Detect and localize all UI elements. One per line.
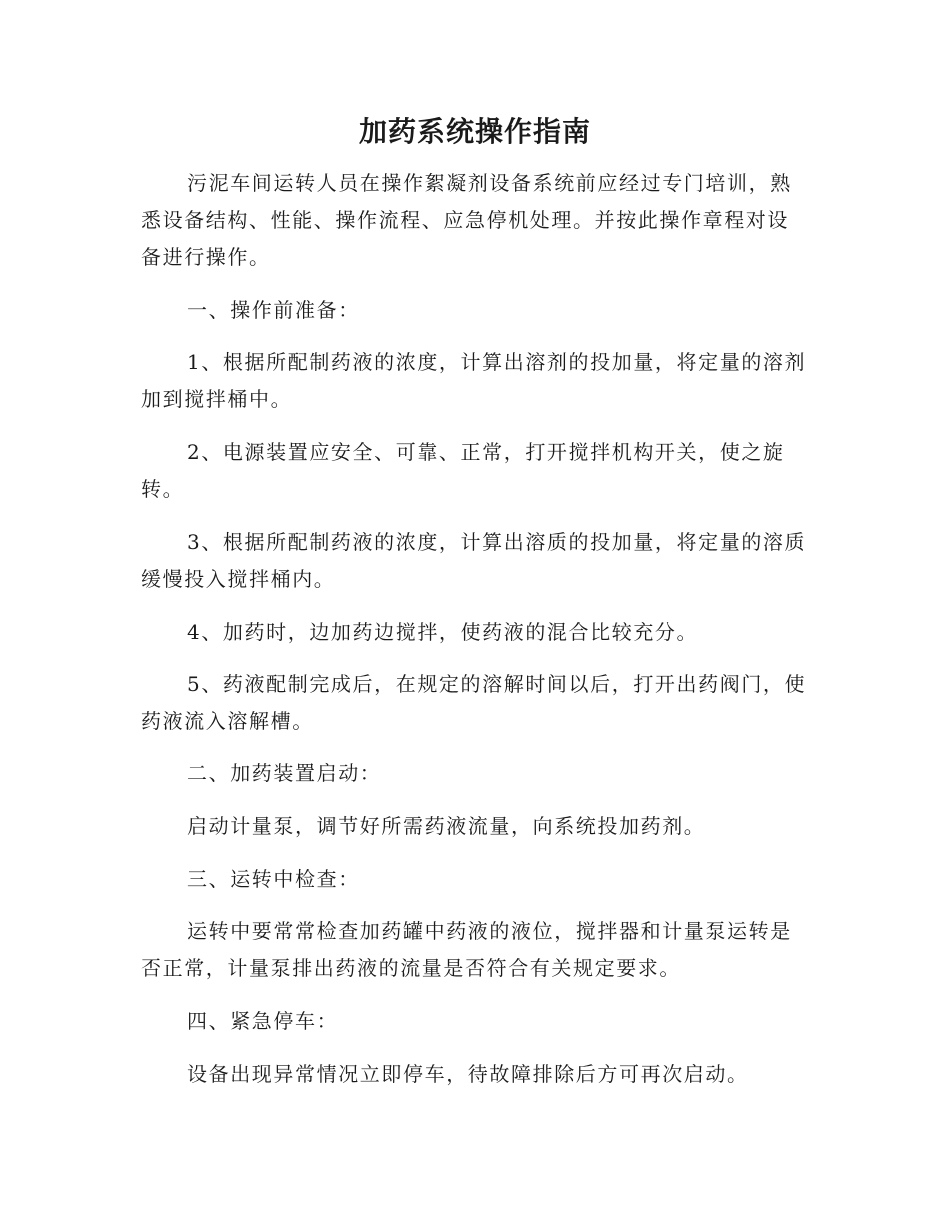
paragraph-inspection: 运转中要常常检查加药罐中药液的液位，搅拌器和计量泵运转是否正常，计量泵排出药液的流量是否符合有关规定要求。 [141, 919, 792, 980]
paragraph-step-5: 5、药液配制完成后，在规定的溶解时间以后，打开出药阀门，使药液流入溶解槽。 [141, 672, 807, 733]
paragraph-emergency-stop: 设备出现异常情况立即停车，待故障排除后方可再次启动。 [187, 1062, 749, 1086]
section-heading-inspection: 三、运转中检查： [187, 867, 360, 891]
paragraph-intro: 污泥车间运转人员在操作絮凝剂设备系统前应经过专门培训，熟悉设备结构、性能、操作流程、应急停机处理。并按此操作章程对设备进行操作。 [141, 171, 792, 269]
paragraph-step-4: 4、加药时，边加药边搅拌，使药液的混合比较充分。 [187, 620, 699, 644]
section-heading-startup: 二、加药装置启动： [187, 761, 382, 785]
section-heading-emergency-stop: 四、紧急停车： [187, 1009, 339, 1033]
section-heading-preparation: 一、操作前准备： [187, 298, 360, 322]
paragraph-step-1: 1、根据所配制药液的浓度，计算出溶剂的投加量，将定量的溶剂加到搅拌桶中。 [141, 350, 807, 411]
paragraph-step-2: 2、电源装置应安全、可靠、正常，打开搅拌机构开关，使之旋转。 [141, 440, 785, 501]
paragraph-step-3: 3、根据所配制药液的浓度，计算出溶质的投加量，将定量的溶质缓慢投入搅拌桶内。 [141, 530, 807, 591]
paragraph-startup: 启动计量泵，调节好所需药液流量，向系统投加药剂。 [187, 814, 706, 838]
document-title: 加药系统操作指南 [358, 115, 591, 148]
